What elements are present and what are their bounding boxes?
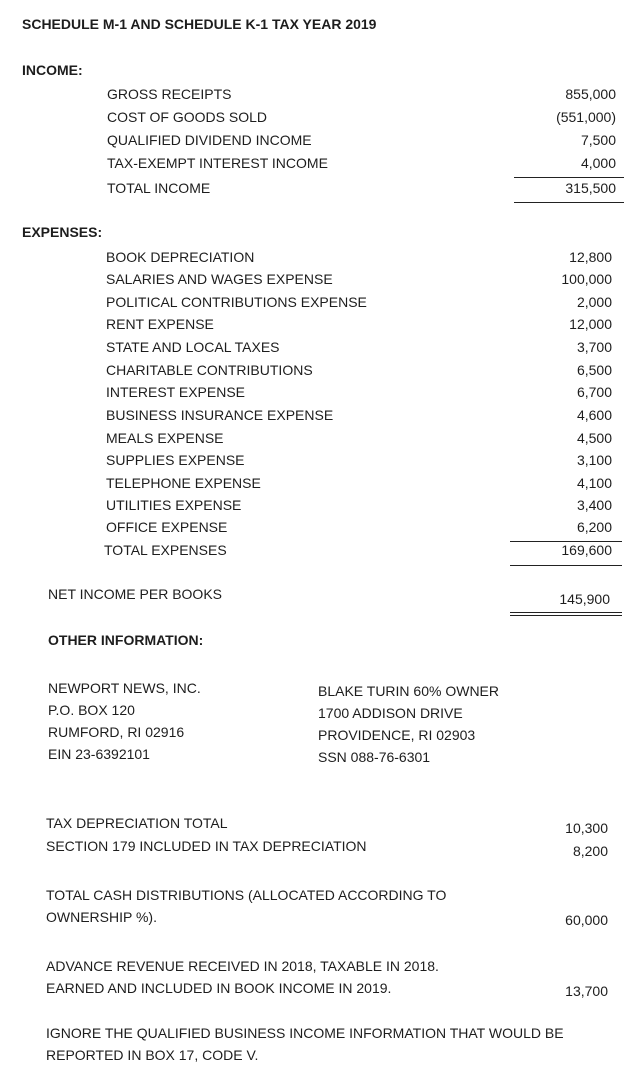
expense-amount: 3,700	[576, 339, 612, 355]
net-income-amount: 145,900	[559, 591, 610, 607]
income-total-label: TOTAL INCOME	[107, 180, 211, 196]
company-line: RUMFORD, RI 02916	[48, 724, 185, 740]
income-total-amount: 315,500	[565, 180, 616, 196]
expense-amount: 12,800	[569, 249, 612, 265]
expense-label: UTILITIES EXPENSE	[106, 497, 242, 513]
owner-line: BLAKE TURIN 60% OWNER	[318, 683, 500, 699]
distributions-line: OWNERSHIP %).	[46, 909, 157, 925]
expense-amount: 3,100	[576, 452, 612, 468]
expense-amount: 4,100	[576, 475, 612, 491]
tax-depreciation-amount: 10,300	[565, 820, 608, 836]
expense-amount: 6,700	[576, 384, 612, 400]
expense-row	[0, 519, 638, 541]
expense-row	[0, 384, 638, 406]
note-text	[46, 1022, 564, 1066]
owner-line: SSN 088-76-6301	[318, 749, 431, 765]
note-line: IGNORE THE QUALIFIED BUSINESS INCOME INFORMATION THAT WOULD BE	[46, 1025, 564, 1041]
advance-revenue-amount: 13,700	[565, 983, 608, 999]
advance-revenue-line: EARNED AND INCLUDED IN BOOK INCOME IN 2019.	[46, 980, 392, 996]
company-line: P.O. BOX 120	[48, 702, 135, 718]
expense-total-label: TOTAL EXPENSES	[104, 542, 227, 558]
expense-amount: 6,200	[576, 519, 612, 535]
net-income-label: NET INCOME PER BOOKS	[48, 586, 222, 602]
income-total-row	[0, 180, 638, 202]
expense-amount: 4,600	[576, 407, 612, 423]
income-label: GROSS RECEIPTS	[107, 86, 232, 102]
other-info-heading: OTHER INFORMATION:	[48, 632, 204, 648]
income-amount: (551,000)	[556, 109, 616, 125]
income-heading: INCOME:	[22, 62, 83, 78]
expense-label: SALARIES AND WAGES EXPENSE	[106, 271, 333, 287]
expense-row	[0, 339, 638, 361]
income-row	[0, 132, 638, 154]
expense-label: INTEREST EXPENSE	[106, 384, 246, 400]
distributions-text	[46, 884, 446, 928]
owner-block	[318, 680, 499, 768]
income-label: TAX-EXEMPT INTEREST INCOME	[107, 155, 328, 171]
expense-amount: 100,000	[561, 271, 612, 287]
section179-row	[0, 838, 638, 860]
expense-row	[0, 362, 638, 384]
net-income-rule-bottom	[510, 615, 622, 616]
expense-amount: 4,500	[576, 430, 612, 446]
expense-total-row	[0, 542, 638, 564]
section179-amount: 8,200	[572, 843, 608, 859]
note-line: REPORTED IN BOX 17, CODE V.	[46, 1047, 259, 1063]
expense-label: SUPPLIES EXPENSE	[106, 452, 245, 468]
expense-label: BOOK DEPRECIATION	[106, 249, 255, 265]
tax-depreciation-label: TAX DEPRECIATION TOTAL	[46, 815, 228, 831]
expense-label: STATE AND LOCAL TAXES	[106, 339, 280, 355]
expense-row	[0, 407, 638, 429]
net-income-row	[0, 586, 638, 608]
expense-amount: 3,400	[576, 497, 612, 513]
distributions-line: TOTAL CASH DISTRIBUTIONS (ALLOCATED ACCORDING TO	[46, 887, 447, 903]
expense-amount: 2,000	[576, 294, 612, 310]
distributions-amount: 60,000	[565, 912, 608, 928]
company-block	[48, 677, 201, 765]
income-amount: 4,000	[580, 155, 616, 171]
expense-row	[0, 475, 638, 497]
expense-row	[0, 430, 638, 452]
income-label: QUALIFIED DIVIDEND INCOME	[107, 132, 312, 148]
expense-label: BUSINESS INSURANCE EXPENSE	[106, 407, 334, 423]
owner-line: PROVIDENCE, RI 02903	[318, 727, 476, 743]
expense-label: POLITICAL CONTRIBUTIONS EXPENSE	[106, 294, 367, 310]
expenses-heading: EXPENSES:	[22, 224, 103, 240]
expense-amount: 12,000	[569, 316, 612, 332]
expense-label: RENT EXPENSE	[106, 316, 214, 332]
tax-depreciation-row	[0, 815, 638, 837]
net-income-rule-top	[510, 612, 622, 613]
company-line: EIN 23-6392101	[48, 746, 150, 762]
company-line: NEWPORT NEWS, INC.	[48, 680, 201, 696]
advance-revenue-line: ADVANCE REVENUE RECEIVED IN 2018, TAXABLE IN 2018.	[46, 958, 439, 974]
expense-total-amount: 169,600	[561, 542, 612, 558]
expense-row	[0, 249, 638, 271]
income-row	[0, 86, 638, 108]
advance-revenue-text	[46, 955, 439, 999]
expense-label: MEALS EXPENSE	[106, 430, 224, 446]
income-row	[0, 155, 638, 177]
income-total-rule	[514, 202, 624, 203]
expense-total-rule	[510, 565, 622, 566]
expense-row	[0, 294, 638, 316]
income-amount: 7,500	[580, 132, 616, 148]
income-subtotal-rule	[514, 177, 624, 178]
expense-label: CHARITABLE CONTRIBUTIONS	[106, 362, 313, 378]
income-amount: 855,000	[565, 86, 616, 102]
expense-row	[0, 271, 638, 293]
expense-row	[0, 316, 638, 338]
owner-line: 1700 ADDISON DRIVE	[318, 705, 463, 721]
income-label: COST OF GOODS SOLD	[107, 109, 267, 125]
section179-label: SECTION 179 INCLUDED IN TAX DEPRECIATION	[46, 838, 367, 854]
expense-label: TELEPHONE EXPENSE	[106, 475, 261, 491]
expense-amount: 6,500	[576, 362, 612, 378]
income-row	[0, 109, 638, 131]
expense-row	[0, 452, 638, 474]
expense-row	[0, 497, 638, 519]
expense-label: OFFICE EXPENSE	[106, 519, 228, 535]
page-title: SCHEDULE M-1 AND SCHEDULE K-1 TAX YEAR 2019	[22, 16, 377, 32]
